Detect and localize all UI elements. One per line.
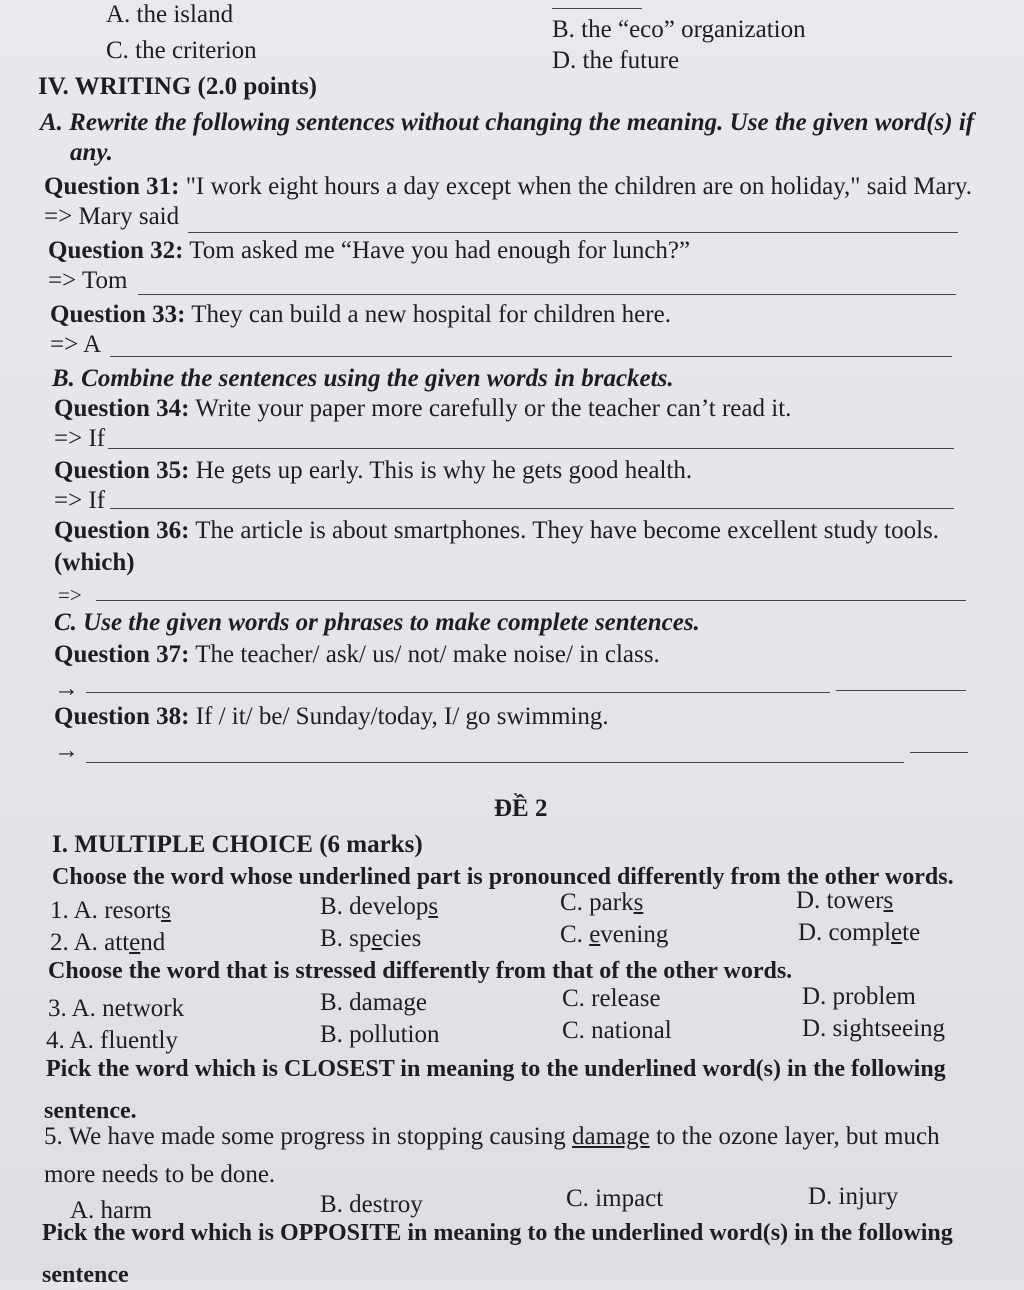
underlined: s <box>428 893 439 920</box>
text: B. develop <box>320 893 429 920</box>
instruction-closest-cont: sentence. <box>44 1098 137 1124</box>
question-label: Question 36: <box>54 517 190 544</box>
question-label: Question 31: <box>44 173 180 200</box>
answer-line-34[interactable] <box>108 448 954 449</box>
answer-prefix: => Tom <box>48 267 128 294</box>
question-33 <box>50 300 671 330</box>
q2-option-a <box>50 928 165 958</box>
partA-instruction: A. Rewrite the following sentences without changing the meaning. Use the given word(s) if <box>40 109 975 136</box>
answer-prefix: => A <box>50 331 102 358</box>
q4-option-c: C. national <box>562 1017 672 1044</box>
instruction-pronunciation: Choose the word whose underlined part is pronounced differently from the other words. <box>52 864 954 890</box>
answer-blank <box>552 8 642 9</box>
option-a: A. the island <box>106 1 234 28</box>
q2-option-c <box>560 920 668 950</box>
option-c: C. the criterion <box>106 37 257 64</box>
underlined: s <box>883 887 894 914</box>
text: te <box>902 919 921 946</box>
q5-option-b: B. destroy <box>320 1191 423 1218</box>
text: nd <box>140 929 166 956</box>
question-34 <box>54 394 791 424</box>
question-label: Question 38: <box>54 703 190 730</box>
q4-option-d: D. sightseeing <box>802 1015 946 1042</box>
q3-option-a: 3. A. network <box>48 995 185 1022</box>
q3-option-d: D. problem <box>802 983 916 1010</box>
question-label: Question 37: <box>54 641 190 668</box>
q3-option-c: C. release <box>562 985 661 1012</box>
arrow-icon: → <box>54 737 79 764</box>
text: to the ozone layer, but much <box>649 1123 940 1150</box>
text: 5. We have made some progress in stopping causing <box>44 1123 572 1150</box>
answer-line-35[interactable] <box>110 508 954 509</box>
text: B. sp <box>320 925 372 952</box>
underlined: e <box>589 921 601 948</box>
q2-option-b <box>320 924 421 954</box>
question-hint: (which) <box>54 549 135 576</box>
q1-num: 1. A. <box>50 897 105 924</box>
question-37 <box>54 640 660 670</box>
option-b: B. the “eco” organization <box>552 16 806 43</box>
question-label: Question 34: <box>54 395 190 422</box>
question-label: Question 35: <box>54 457 190 484</box>
q1-option-b <box>320 892 438 922</box>
answer-line-33[interactable] <box>110 356 952 357</box>
question-36 <box>54 516 939 546</box>
exam-title: ĐỀ 2 <box>494 795 548 822</box>
question-38 <box>54 702 609 732</box>
text: 2. A. att <box>50 929 130 956</box>
q4-option-b: B. pollution <box>320 1021 440 1048</box>
partA-instruction-cont: any. <box>70 139 113 166</box>
text: vening <box>600 921 669 948</box>
question-31 <box>44 172 972 202</box>
text: D. compl <box>798 919 892 946</box>
q1-option-d <box>796 886 893 916</box>
arrow-icon: → <box>54 675 79 702</box>
question-text: "I work eight hours a day except when the children are on holiday," said Mary. <box>185 173 973 200</box>
question-text: The teacher/ ask/ us/ not/ make noise/ in class. <box>195 641 660 668</box>
q1-option-a <box>50 896 171 926</box>
partB-instruction: B. Combine the sentences using the given words in brackets. <box>52 365 674 392</box>
q3-option-b: B. damage <box>320 989 427 1016</box>
instruction-opposite: Pick the word which is OPPOSITE in meaning to the underlined word(s) in the following <box>42 1220 953 1246</box>
question-text: The article is about smartphones. They have become excellent study tools. <box>195 517 940 544</box>
section-heading-multiple-choice: I. MULTIPLE CHOICE (6 marks) <box>52 831 423 858</box>
underlined: e <box>371 925 383 952</box>
question-text: If / it/ be/ Sunday/today, I/ go swimming. <box>195 703 609 730</box>
q2-option-d <box>798 918 920 948</box>
q5-option-d: D. injury <box>808 1183 899 1210</box>
underlined: s <box>633 889 644 916</box>
text: cies <box>382 925 422 952</box>
option-d: D. the future <box>552 47 680 74</box>
answer-line-31[interactable] <box>188 232 958 233</box>
underlined: e <box>129 929 141 956</box>
answer-line-37[interactable] <box>86 692 830 693</box>
q5-text <box>44 1122 940 1152</box>
partC-instruction: C. Use the given words or phrases to make complete sentences. <box>54 609 700 636</box>
question-32 <box>48 236 690 266</box>
answer-line-37b[interactable] <box>836 690 966 691</box>
underlined: s <box>161 897 171 924</box>
q5-option-a: A. harm <box>70 1197 152 1224</box>
question-label: Question 32: <box>48 237 184 264</box>
q5-option-c: C. impact <box>566 1185 664 1212</box>
underlined: e <box>891 919 903 946</box>
text: D. tower <box>796 887 884 914</box>
instruction-opposite-cont: sentence <box>42 1262 129 1288</box>
question-text: They can build a new hospital for children here. <box>191 301 671 328</box>
question-35 <box>54 456 692 486</box>
question-text: Tom asked me “Have you had enough for lunch?” <box>189 237 691 264</box>
underlined-word: damage <box>571 1123 650 1150</box>
q4-option-a: 4. A. fluently <box>46 1027 178 1054</box>
text: resort <box>104 897 162 924</box>
question-text: He gets up early. This is why he gets good health. <box>195 457 693 484</box>
section-heading-writing: IV. WRITING (2.0 points) <box>38 73 318 100</box>
instruction-closest: Pick the word which is CLOSEST in meaning to the underlined word(s) in the following <box>46 1056 946 1082</box>
answer-prefix: => <box>58 583 82 607</box>
question-label: Question 33: <box>50 301 186 328</box>
question-text: Write your paper more carefully or the teacher can’t read it. <box>195 395 792 422</box>
q1-option-c <box>560 888 643 918</box>
answer-line-36[interactable] <box>96 600 966 601</box>
answer-prefix: => If <box>54 425 106 452</box>
answer-line-38b[interactable] <box>910 752 968 753</box>
answer-prefix: => If <box>54 487 106 514</box>
answer-prefix: => Mary said <box>44 203 180 230</box>
answer-line-32[interactable] <box>138 294 956 295</box>
answer-line-38[interactable] <box>86 762 904 763</box>
instruction-stress: Choose the word that is stressed differently from that of the other words. <box>48 958 793 984</box>
text: C. <box>560 921 590 948</box>
text: C. park <box>560 889 634 916</box>
q5-text-cont: more needs to be done. <box>44 1161 276 1188</box>
